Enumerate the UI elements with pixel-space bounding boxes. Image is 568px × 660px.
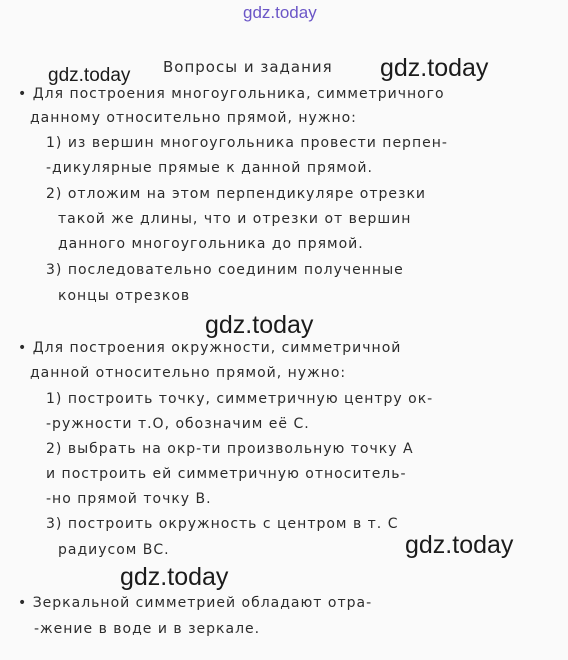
text-line: 1) построить точку, симметричную центру ок- — [46, 391, 434, 407]
section-title: Вопросы и задания — [163, 58, 333, 76]
watermark-top: gdz.today — [243, 3, 317, 22]
watermark: gdz.today — [405, 531, 514, 559]
watermark: gdz.today — [205, 311, 314, 339]
text-line: радиусом ВС. — [58, 542, 170, 558]
text-line: -но прямой точку В. — [46, 491, 212, 507]
text-line: -жение в воде и в зеркале. — [34, 621, 261, 637]
text-line: данного многоугольника до прямой. — [58, 236, 364, 252]
text-line: 2) отложим на этом перпендикуляре отрезки — [46, 186, 427, 202]
text-line: данной относительно прямой, нужно: — [30, 365, 347, 381]
text-line: 3) построить окружность с центром в т. С — [46, 516, 399, 532]
text-line: • Для построения многоугольника, симметричного — [18, 86, 445, 102]
text-line: • Для построения окружности, симметричной — [18, 340, 402, 356]
text-line: такой же длины, что и отрезки от вершин — [58, 211, 412, 227]
text-line: -ружности т.О, обозначим её С. — [46, 416, 310, 432]
text-line: и построить ей симметричную относитель- — [46, 466, 407, 482]
watermark: gdz.today — [48, 65, 131, 86]
text-line: 3) последовательно соединим полученные — [46, 262, 404, 278]
text-line: 1) из вершин многоугольника провести перпен- — [46, 135, 448, 151]
text-line: данному относительно прямой, нужно: — [30, 110, 357, 126]
text-line: концы отрезков — [58, 288, 191, 304]
watermark: gdz.today — [380, 54, 489, 82]
text-line: • Зеркальной симметрией обладают отра- — [18, 595, 373, 611]
watermark: gdz.today — [120, 563, 229, 591]
text-line: 2) выбрать на окр-ти произвольную точку А — [46, 441, 414, 457]
text-line: -дикулярные прямые к данной прямой. — [46, 160, 373, 176]
